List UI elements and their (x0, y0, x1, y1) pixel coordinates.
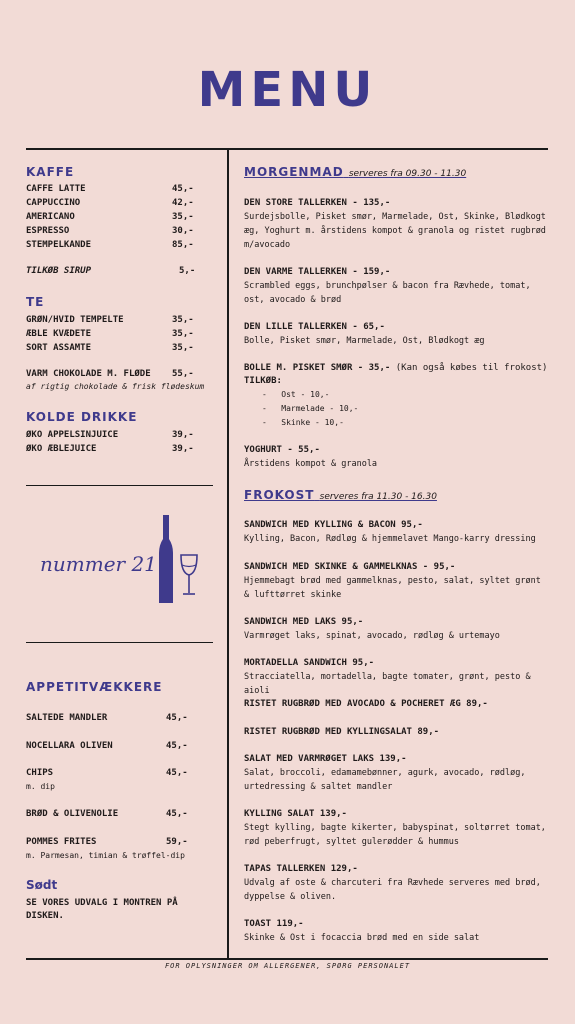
appetit-item-name: CHIPS (26, 768, 54, 778)
te-item-price: 35,- (172, 329, 194, 339)
kolde-item-price: 39,- (172, 444, 194, 454)
menu-item-title: TAPAS TALLERKEN 129,- (244, 864, 358, 874)
logo-divider-top (26, 485, 213, 486)
appetit-item-price: 45,- (166, 768, 188, 778)
kaffe-item-name: ESPRESSO (26, 226, 70, 236)
menu-item-desc: Skinke & Ost i focaccia brød med en side salat (244, 933, 480, 943)
bolle-title-text: BOLLE M. PISKET SMØR - 35,- (244, 363, 391, 373)
chocolate-price: 55,- (172, 369, 194, 379)
morgenmad-heading: MORGENMAD (244, 165, 344, 179)
kaffe-item-price: 42,- (172, 198, 194, 208)
appetit-item-name: POMMES FRITES (26, 837, 97, 847)
section-kaffe: KAFFE (26, 165, 75, 179)
section-sodt: Sødt (26, 878, 58, 892)
bottom-divider (26, 958, 548, 960)
column-divider (227, 148, 229, 960)
menu-item-title: SANDWICH MED KYLLING & BACON 95,- (244, 520, 423, 530)
sodt-line: DISKEN. (26, 911, 64, 921)
chocolate-name: VARM CHOKOLADE M. FLØDE (26, 369, 151, 379)
appetit-item-price: 59,- (166, 837, 188, 847)
kaffe-extra-name: TILKØB SIRUP (26, 266, 92, 276)
te-item-price: 35,- (172, 315, 194, 325)
wine-bottle-icon (155, 515, 203, 611)
menu-item-title: SANDWICH MED LAKS 95,- (244, 617, 364, 627)
bolle-title (244, 363, 547, 373)
appetit-item-price: 45,- (166, 809, 188, 819)
kolde-item-price: 39,- (172, 430, 194, 440)
kaffe-item-name: CAFFE LATTE (26, 184, 86, 194)
top-divider (26, 148, 548, 150)
appetit-item-price: 45,- (166, 713, 188, 723)
kaffe-item-name: CAPPUCCINO (26, 198, 81, 208)
section-appetitvaekkere: APPETITVÆKKERE (26, 680, 163, 694)
section-te: TE (26, 295, 45, 309)
menu-item-desc: Stegt kylling, bagte kikerter, babyspinat, soltørret tomat, rød peberfrugt, syltet gulerødder & hummus (244, 823, 546, 847)
kaffe-extra-price: 5,- (179, 266, 196, 276)
menu-item-title: DEN VARME TALLERKEN - 159,- (244, 267, 391, 277)
te-item-name: ÆBLE KVÆDETE (26, 329, 92, 339)
appetit-item-name: NOCELLARA OLIVEN (26, 741, 113, 751)
kaffe-item-name: AMERICANO (26, 212, 75, 222)
logo-divider-bottom (26, 642, 213, 643)
section-frokost (244, 488, 437, 502)
bolle-tilkob: TILKØB: (244, 376, 282, 386)
morgenmad-served: serveres fra 09.30 - 11.30 (348, 169, 467, 179)
menu-item-desc: Varmrøget laks, spinat, avocado, rødløg & urtemayo (244, 631, 500, 641)
bolle-option: - Ost - 10,- (262, 390, 330, 399)
menu-item-title: YOGHURT - 55,- (244, 445, 320, 455)
menu-item-desc: Bolle, Pisket smør, Marmelade, Ost, Blødkogt æg (244, 336, 485, 346)
bolle-option: - Skinke - 10,- (262, 418, 344, 427)
menu-item-desc: Udvalg af oste & charcuteri fra Rævhede serveres med brød, dyppelse & oliven. (244, 878, 541, 902)
logo-text: nummer 21 (40, 552, 157, 576)
menu-item-desc: Årstidens kompot & granola (244, 459, 378, 469)
appetit-item-price: 45,- (166, 741, 188, 751)
allergen-footer: FOR OPLYSNINGER OM ALLERGENER, SPØRG PERSONALET (164, 962, 411, 970)
te-item-name: SORT ASSAMTE (26, 343, 92, 353)
menu-item-title: MORTADELLA SANDWICH 95,- (244, 658, 375, 668)
menu-item-title: RISTET RUGBRØD MED KYLLINGSALAT 89,- (244, 727, 440, 737)
chocolate-desc: af rigtig chokolade & frisk flødeskum (26, 382, 205, 391)
section-morgenmad (244, 165, 466, 179)
kaffe-item-name: STEMPELKANDE (26, 240, 92, 250)
menu-item-title: KYLLING SALAT 139,- (244, 809, 347, 819)
frokost-served: serveres fra 11.30 - 16.30 (319, 492, 437, 502)
kolde-item-name: ØKO APPELSINJUICE (26, 430, 119, 440)
menu-item-title: SALAT MED VARMRØGET LAKS 139,- (244, 754, 407, 764)
kaffe-item-price: 35,- (172, 212, 194, 222)
te-item-name: GRØN/HVID TEMPELTE (26, 315, 124, 325)
menu-item-desc: Hjemmebagt brød med gammelknas, pesto, salat, syltet grønt & lufttørret skinke (244, 576, 541, 600)
sodt-line: SE VORES UDVALG I MONTREN PÅ (26, 898, 178, 908)
bolle-option: - Marmelade - 10,- (262, 404, 359, 413)
menu-item-title: SANDWICH MED SKINKE & GAMMELKNAS - 95,- (244, 562, 456, 572)
appetit-item-name: SALTEDE MANDLER (26, 713, 108, 723)
kaffe-item-price: 45,- (172, 184, 194, 194)
menu-item-title: DEN STORE TALLERKEN - 135,- (244, 198, 391, 208)
page-title: MENU (197, 62, 378, 118)
menu-item-desc: Scrambled eggs, brunchpølser & bacon fra Rævhede, tomat, ost, avocado & brød (244, 281, 531, 305)
appetit-item-name: BRØD & OLIVENOLIE (26, 809, 119, 819)
te-item-price: 35,- (172, 343, 194, 353)
menu-item-desc: Salat, broccoli, edamamebønner, agurk, avocado, rødløg, urtedressing & saltet mandler (244, 768, 526, 792)
menu-item-title: RISTET RUGBRØD MED AVOCADO & POCHERET ÆG 89,- (244, 699, 488, 709)
menu-item-title: TOAST 119,- (244, 919, 304, 929)
frokost-heading: FROKOST (244, 488, 315, 502)
menu-item-desc: Kylling, Bacon, Rødløg & hjemmelavet Mango-karry dressing (244, 534, 536, 544)
appetit-item-desc: m. Parmesan, timian & trøffel-dip (26, 851, 185, 860)
menu-item-desc: Surdejsbolle, Pisket smør, Marmelade, Ost, Skinke, Blødkogt æg, Yoghurt m. årstidens kompot & granola og ristet rugbrød m/avocado (244, 212, 546, 250)
kaffe-item-price: 85,- (172, 240, 194, 250)
section-kolde-drikke: KOLDE DRIKKE (26, 410, 138, 424)
kolde-item-name: ØKO ÆBLEJUICE (26, 444, 97, 454)
appetit-item-desc: m. dip (26, 782, 55, 791)
menu-item-title: DEN LILLE TALLERKEN - 65,- (244, 322, 385, 332)
bolle-note: (Kan også købes til frokost) (395, 363, 548, 373)
kaffe-item-price: 30,- (172, 226, 194, 236)
menu-item-desc: Stracciatella, mortadella, bagte tomater, grønt, pesto & aioli (244, 672, 531, 696)
